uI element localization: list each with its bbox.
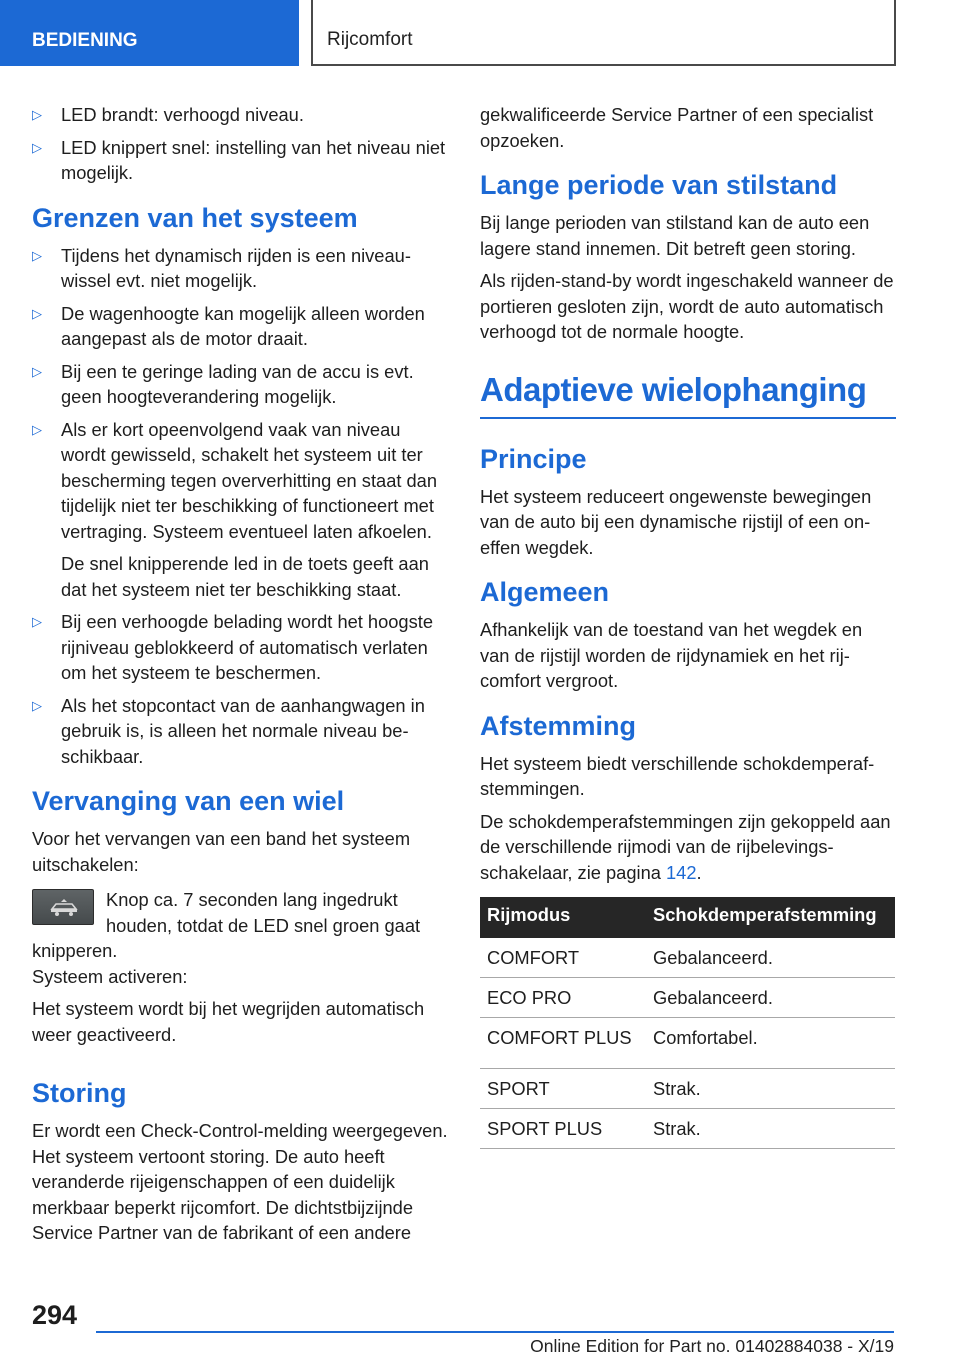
triangle-bullet-icon: ▷ <box>32 697 42 713</box>
chapter-header <box>311 0 896 66</box>
list-item: ▷ Tijdens het dynamisch rijden is een niveauwissel evt. niet mogelijk. <box>32 244 411 291</box>
list-item: ▷ Bij een verhoogde belading wordt het hoogste rijniveau geblokkeerd of automatisch verlaten om het systeem te beschermen. <box>32 611 433 683</box>
table-cell: Comfortabel. <box>646 1018 895 1069</box>
section-label: BEDIENING <box>32 30 138 51</box>
heading-afstemming: Afstemming <box>480 710 637 741</box>
table-cell: COMFORT <box>480 938 646 978</box>
heading-stilstand: Lange periode van stilstand <box>480 170 838 200</box>
drive-mode-table <box>480 897 895 1149</box>
list-item-note: De snel knipperende led in de toets geeft aan dat het systeem niet ter beschikking staat. <box>61 553 429 600</box>
key-instruction <box>32 887 448 964</box>
list-item: ▷ Bij een te geringe lading van de accu is evt. geen hoogteverandering mogelijk. <box>32 360 414 407</box>
table-cell: Gebalanceerd. <box>646 978 895 1018</box>
table-row <box>480 978 895 1018</box>
heading-wiel: Vervanging van een wiel <box>32 786 345 816</box>
table-cell: SPORT <box>480 1069 646 1109</box>
table-cell: SPORT PLUS <box>480 1109 646 1149</box>
list-item: ▷ LED brandt: verhoogd niveau. <box>32 102 448 128</box>
key-text-continued: knipperen. <box>32 940 118 961</box>
triangle-bullet-icon: ▷ <box>32 107 42 122</box>
heading-principe: Principe <box>480 443 587 474</box>
table-cell: Gebalanceerd. <box>646 938 895 978</box>
key-text: Knop ca. 7 seconden lang ingedrukt houden, totdat de LED snel groen gaat <box>106 889 421 936</box>
page-number: 294 <box>32 1300 78 1330</box>
paragraph: Afhankelijk van de toestand van het wegdek en van de rijstijl worden de rijdynamiek en het rijcomfort vergroot. <box>480 619 863 691</box>
triangle-bullet-icon: ▷ <box>32 305 42 321</box>
list-item: ▷ Als het stopcontact van de aanhangwagen in gebruik is, is alleen het normale niveau beschikbaar. <box>32 694 425 767</box>
table-header-row <box>480 897 895 938</box>
right-column <box>480 102 896 1149</box>
heading-grenzen: Grenzen van het systeem <box>32 202 358 233</box>
column-header: Rijmodus <box>480 897 646 938</box>
table-cell: Strak. <box>646 1109 895 1149</box>
table-cell: Strak. <box>646 1069 895 1109</box>
list-item: ▷ LED knippert snel: instelling van het niveau niet mogelijk. <box>32 136 446 183</box>
paragraph: Voor het vervangen van een band het systeem uitschakelen: <box>32 828 411 875</box>
paragraph: Het systeem reduceert ongewenste bewegingen van de auto bij een dynamische rijstijl of een oneffen wegdek. <box>480 485 872 558</box>
triangle-bullet-icon: ▷ <box>32 421 42 437</box>
table-row <box>480 1109 895 1149</box>
heading-algemeen: Algemeen <box>480 577 610 607</box>
table-row <box>480 1018 895 1069</box>
paragraph: gekwalificeerde Service Partner of een specialist opzoeken. <box>480 104 874 151</box>
table-cell: ECO PRO <box>480 978 646 1018</box>
paragraph: Bij lange perioden van stilstand kan de auto een lagere stand innemen. Dit betreft geen storing. <box>480 212 870 259</box>
paragraph: Er wordt een Check-Control-melding weergegeven. Het systeem vertoont storing. De auto heeft veranderde rijeigenschappen of een duidelijk merkbaar beperkt rijcomfort. De dichtstbijzijnde Service Partner van de fabrikant of een andere <box>32 1120 448 1243</box>
page-link[interactable]: 142 <box>665 861 697 883</box>
heading-storing: Storing <box>32 1078 127 1108</box>
paragraph: De schokdemperafstemmingen zijn gekoppeld aan de verschillende rijmodi van de rijbelevingsschakelaar, zie pagina 142. <box>480 810 891 883</box>
table-cell: COMFORT PLUS <box>480 1018 646 1069</box>
paragraph: Als rijden-stand-by wordt ingeschakeld wanneer de portieren gesloten zijn, wordt de auto automatisch verhoogd tot de normale hoogte. <box>480 270 894 342</box>
chapter-title: Adaptieve wielophanging <box>480 367 896 419</box>
car-lift-icon <box>32 889 94 925</box>
triangle-bullet-icon: ▷ <box>32 247 42 263</box>
edition-note: Online Edition for Part no. 01402884038 - X/19 <box>530 1336 894 1356</box>
paragraph: Het systeem biedt verschillende schokdemperafstemmingen. <box>480 752 875 799</box>
paragraph: Het systeem wordt bij het wegrijden automatisch weer geactiveerd. <box>32 998 425 1045</box>
column-header: Schokdemperafstemming <box>646 897 895 938</box>
footer-divider <box>96 1331 894 1333</box>
paragraph: Systeem activeren: <box>32 965 188 987</box>
triangle-bullet-icon: ▷ <box>32 363 42 379</box>
triangle-bullet-icon: ▷ <box>32 139 42 155</box>
chapter-label: Rijcomfort <box>327 29 413 50</box>
table-row <box>480 938 895 978</box>
table-row <box>480 1069 895 1109</box>
section-tab <box>0 0 299 66</box>
list-item: ▷ De wagenhoogte kan mogelijk alleen worden aangepast als de motor draait. <box>32 302 425 349</box>
list-item: ▷ Als er kort opeenvolgend vaak van niveau wordt gewisseld, schakelt het systeem uit ter bescherming tegen oververhitting en staat dan tijdelijk niet ter beschikking of functioneert met vertraging. Systeem eventueel laten afkoelen. <box>32 418 438 542</box>
triangle-bullet-icon: ▷ <box>32 614 42 629</box>
left-column <box>32 102 448 1253</box>
